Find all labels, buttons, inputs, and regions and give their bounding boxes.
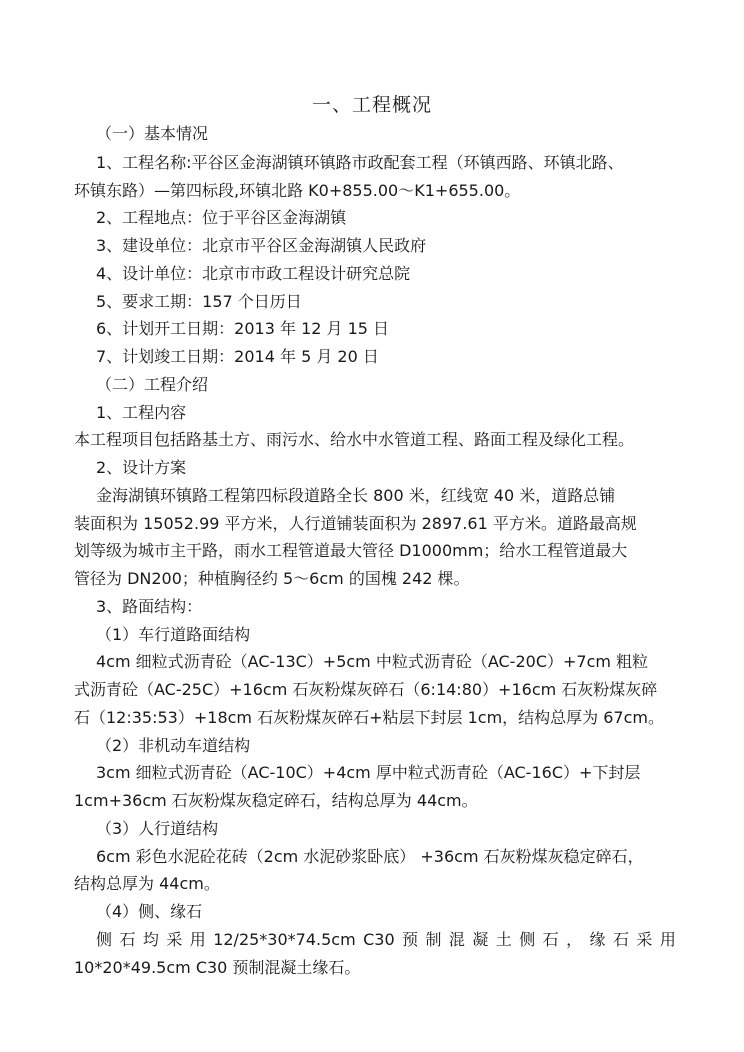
required-duration: 5、要求工期：157 个日历日 — [96, 292, 302, 311]
design-text-line: 装面积为 15052.99 平方米，人行道铺装面积为 2897.61 平方米。道路最高规 — [74, 514, 637, 533]
planned-start-date: 6、计划开工日期：2013 年 12 月 15 日 — [96, 319, 390, 338]
section-heading-intro: （二）工程介绍 — [96, 375, 209, 394]
sidewalk-heading: （3）人行道结构 — [96, 819, 219, 838]
curb-word: 凝 — [472, 930, 489, 949]
curb-word: 采 — [166, 930, 183, 949]
curb-word: 石 — [612, 930, 629, 949]
sidewalk-text-line: 6cm 彩色水泥砼花砖（2cm 水泥砂浆卧底） +36cm 石灰粉煤灰稳定碎石， — [96, 847, 644, 866]
curb-word: 制 — [425, 930, 442, 949]
carriageway-text-line: 式沥青砼（AC-25C）+16cm 石灰粉煤灰碎石（6:14:80）+16cm 石灰粉煤灰碎 — [74, 680, 658, 699]
carriageway-text-line: 4cm 细粒式沥青砼（AC-13C）+5cm 中粒式沥青砼（AC-20C）+7cm 粗粒 — [96, 652, 649, 671]
bike-lane-heading: （2）非机动车道结构 — [96, 736, 251, 755]
design-heading: 2、设计方案 — [96, 458, 187, 477]
pavement-heading: 3、路面结构： — [96, 597, 203, 616]
curb-word: 石 — [119, 930, 136, 949]
project-location: 2、工程地点：位于平谷区金海湖镇 — [96, 208, 347, 227]
project-name-line-2: 环镇东路）—第四标段,环镇北路 K0+855.00～K1+655.00。 — [74, 181, 521, 200]
carriageway-text-line: 石（12:35:53）+18cm 石灰粉煤灰碎石+粘层下封层 1cm，结构总厚为 67cm。 — [74, 708, 664, 727]
curb-word: 侧 — [96, 930, 113, 949]
curb-heading: （4）侧、缘石 — [96, 902, 203, 921]
curb-word: C30 — [363, 930, 395, 949]
content-heading: 1、工程内容 — [96, 403, 187, 422]
construction-unit: 3、建设单位：北京市平谷区金海湖镇人民政府 — [96, 236, 427, 255]
curb-word: 用 — [659, 930, 676, 949]
planned-end-date: 7、计划竣工日期：2014 年 5 月 20 日 — [96, 347, 379, 366]
bike-lane-text-line: 3cm 细粒式沥青砼（AC-10C）+4cm 厚中粒式沥青砼（AC-16C）+下封层 — [96, 763, 641, 782]
curb-word: ， — [566, 930, 583, 949]
design-text-line: 划等级为城市主干路，雨水工程管道最大管径 D1000mm；给水工程管道最大 — [74, 541, 628, 560]
curb-word: 均 — [142, 930, 159, 949]
curb-word: 混 — [448, 930, 465, 949]
design-text-line: 金海湖镇环镇路工程第四标段道路全长 800 米，红线宽 40 米，道路总铺 — [96, 486, 616, 505]
sidewalk-text-line: 结构总厚为 44cm。 — [74, 874, 220, 893]
curb-word: 预 — [402, 930, 419, 949]
section-heading-basic: （一）基本情况 — [96, 124, 209, 143]
curb-word: 侧 — [519, 930, 536, 949]
curb-word: 采 — [636, 930, 653, 949]
curb-word: 用 — [189, 930, 206, 949]
curb-text-line: 10*20*49.5cm C30 预制混凝土缘石。 — [74, 958, 361, 977]
curb-text-line — [96, 930, 676, 950]
design-text-line: 管径为 DN200；种植胸径约 5～6cm 的国槐 242 棵。 — [74, 569, 470, 588]
curb-word: 石 — [542, 930, 559, 949]
curb-word: 缘 — [589, 930, 606, 949]
bike-lane-text-line: 1cm+36cm 石灰粉煤灰稳定碎石，结构总厚为 44cm。 — [74, 791, 478, 810]
curb-word: 12/25*30*74.5cm — [213, 930, 356, 949]
curb-word: 土 — [495, 930, 512, 949]
document-title: 一、工程概况 — [311, 94, 432, 116]
content-text: 本工程项目包括路基土方、雨污水、给水中水管道工程、路面工程及绿化工程。 — [74, 430, 635, 449]
carriageway-heading: （1）车行道路面结构 — [96, 625, 251, 644]
design-unit: 4、设计单位：北京市市政工程设计研究总院 — [96, 264, 411, 283]
project-name-line-1: 1、工程名称:平谷区金海湖镇环镇路市政配套工程（环镇西路、环镇北路、 — [96, 153, 624, 172]
